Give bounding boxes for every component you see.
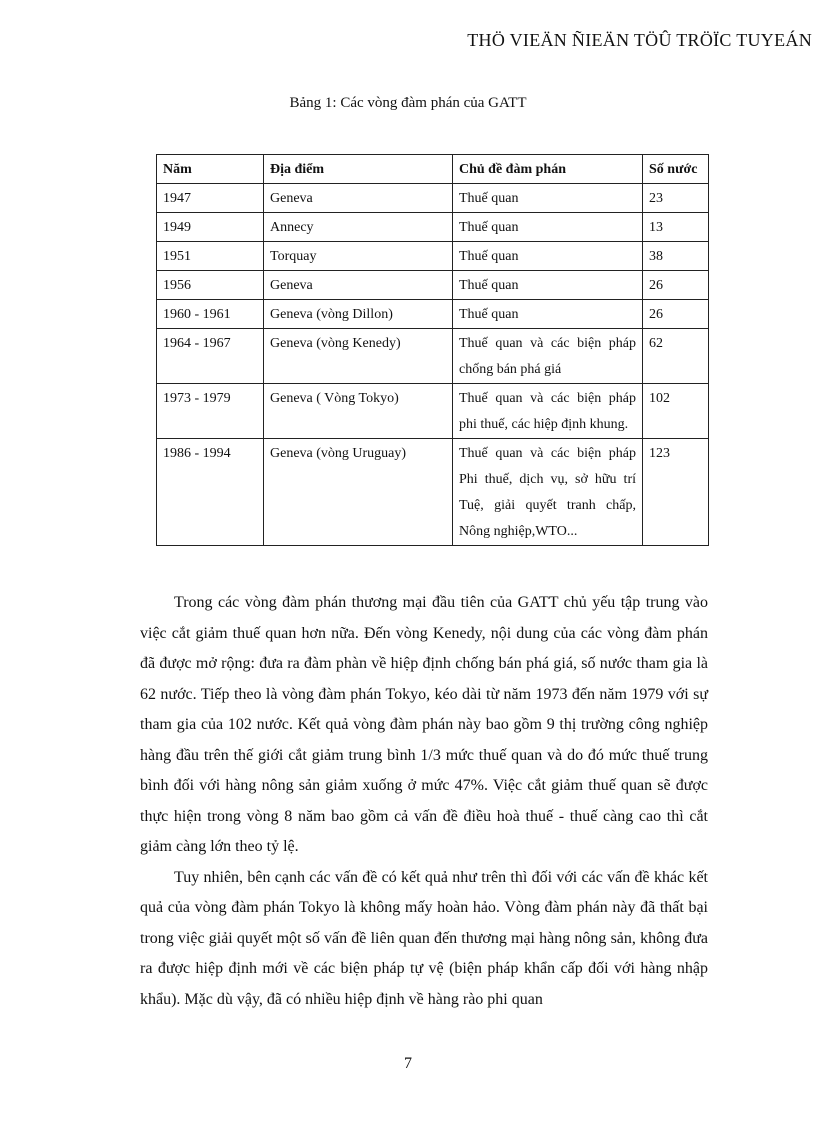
- table-row: [157, 213, 709, 242]
- cell-topic: Thuế quan và các biện pháp Phi thuế, dịch vụ, sở hữu trí Tuệ, giải quyết tranh chấp, Nông nghiệp,WTO...: [453, 439, 643, 546]
- gatt-rounds-table: [156, 154, 709, 546]
- cell-year: 1956: [157, 271, 264, 300]
- cell-place: Geneva ( Vòng Tokyo): [264, 384, 453, 439]
- cell-topic: Thuế quan: [453, 184, 643, 213]
- cell-topic: Thuế quan và các biện pháp phi thuế, các hiệp định khung.: [453, 384, 643, 439]
- cell-place: Geneva: [264, 184, 453, 213]
- cell-topic: Thuế quan: [453, 300, 643, 329]
- page-header: THÖ VIEÄN ÑIEÄN TÖÛ TRÖÏC TUYEÁN: [467, 30, 812, 50]
- cell-countries: 26: [643, 271, 709, 300]
- cell-countries: 102: [643, 384, 709, 439]
- cell-countries: 13: [643, 213, 709, 242]
- body-text: [140, 588, 708, 1015]
- cell-topic: Thuế quan: [453, 271, 643, 300]
- table-row: [157, 242, 709, 271]
- table-row: [157, 184, 709, 213]
- cell-year: 1949: [157, 213, 264, 242]
- table-row: [157, 439, 709, 546]
- cell-topic: Thuế quan và các biện pháp chống bán phá giá: [453, 329, 643, 384]
- cell-place: Geneva (vòng Dillon): [264, 300, 453, 329]
- cell-place: Geneva (vòng Uruguay): [264, 439, 453, 546]
- table-row: [157, 271, 709, 300]
- cell-year: 1964 - 1967: [157, 329, 264, 384]
- cell-countries: 23: [643, 184, 709, 213]
- cell-countries: 123: [643, 439, 709, 546]
- header-countries: Số nước: [643, 155, 709, 184]
- paragraph: Trong các vòng đàm phán thương mại đầu tiên của GATT chủ yếu tập trung vào việc cắt giảm thuế quan hơn nữa. Đến vòng Kenedy, nội dung của các vòng đàm phán đã được mở rộng: đưa ra đàm phàn về hiệp định chống bán phá giá, số nước tham gia là 62 nước. Tiếp theo là vòng đàm phán Tokyo, kéo dài từ năm 1973 đến năm 1979 với sự tham gia của 102 nước. Kết quả vòng đàm phán này bao gồm 9 thị trường công nghiệp hàng đầu trên thế giới cắt giảm trung bình 1/3 mức thuế quan và do đó mức thuế trung bình đối với hàng nông sản giảm xuống ở mức 47%. Việc cắt giảm thuế quan sẽ được thực hiện trong vòng 8 năm bao gồm cả vấn đề điều hoà thuế - thuế càng cao thì cắt giảm càng lớn theo tỷ lệ.: [140, 594, 708, 855]
- cell-year: 1947: [157, 184, 264, 213]
- cell-place: Geneva (vòng Kenedy): [264, 329, 453, 384]
- cell-place: Torquay: [264, 242, 453, 271]
- cell-place: Geneva: [264, 271, 453, 300]
- table-row: [157, 384, 709, 439]
- paragraph: Tuy nhiên, bên cạnh các vấn đề có kết quả như trên thì đối với các vấn đề khác kết quả của vòng đàm phán Tokyo là không mấy hoàn hảo. Vòng đàm phán này đã thất bại trong việc giải quyết một số vấn đề liên quan đến thương mại hàng nông sản, không đưa ra được hiệp định mới về các biện pháp tự vệ (biện pháp khẩn cấp đối với hàng nhập khẩu). Mặc dù vậy, đã có nhiều hiệp định về hàng rào phi quan: [140, 868, 708, 1008]
- cell-place: Annecy: [264, 213, 453, 242]
- cell-topic: Thuế quan: [453, 213, 643, 242]
- cell-year: 1973 - 1979: [157, 384, 264, 439]
- cell-countries: 38: [643, 242, 709, 271]
- cell-countries: 26: [643, 300, 709, 329]
- table-caption: Bảng 1: Các vòng đàm phán của GATT: [289, 95, 527, 111]
- header-place: Địa điểm: [264, 155, 453, 184]
- table-row: [157, 300, 709, 329]
- table-header-row: [157, 155, 709, 184]
- cell-year: 1986 - 1994: [157, 439, 264, 546]
- header-topic: Chủ đề đàm phán: [453, 155, 643, 184]
- cell-year: 1951: [157, 242, 264, 271]
- cell-topic: Thuế quan: [453, 242, 643, 271]
- page-number: 7: [404, 1055, 412, 1072]
- cell-countries: 62: [643, 329, 709, 384]
- cell-year: 1960 - 1961: [157, 300, 264, 329]
- header-year: Năm: [157, 155, 264, 184]
- table-row: [157, 329, 709, 384]
